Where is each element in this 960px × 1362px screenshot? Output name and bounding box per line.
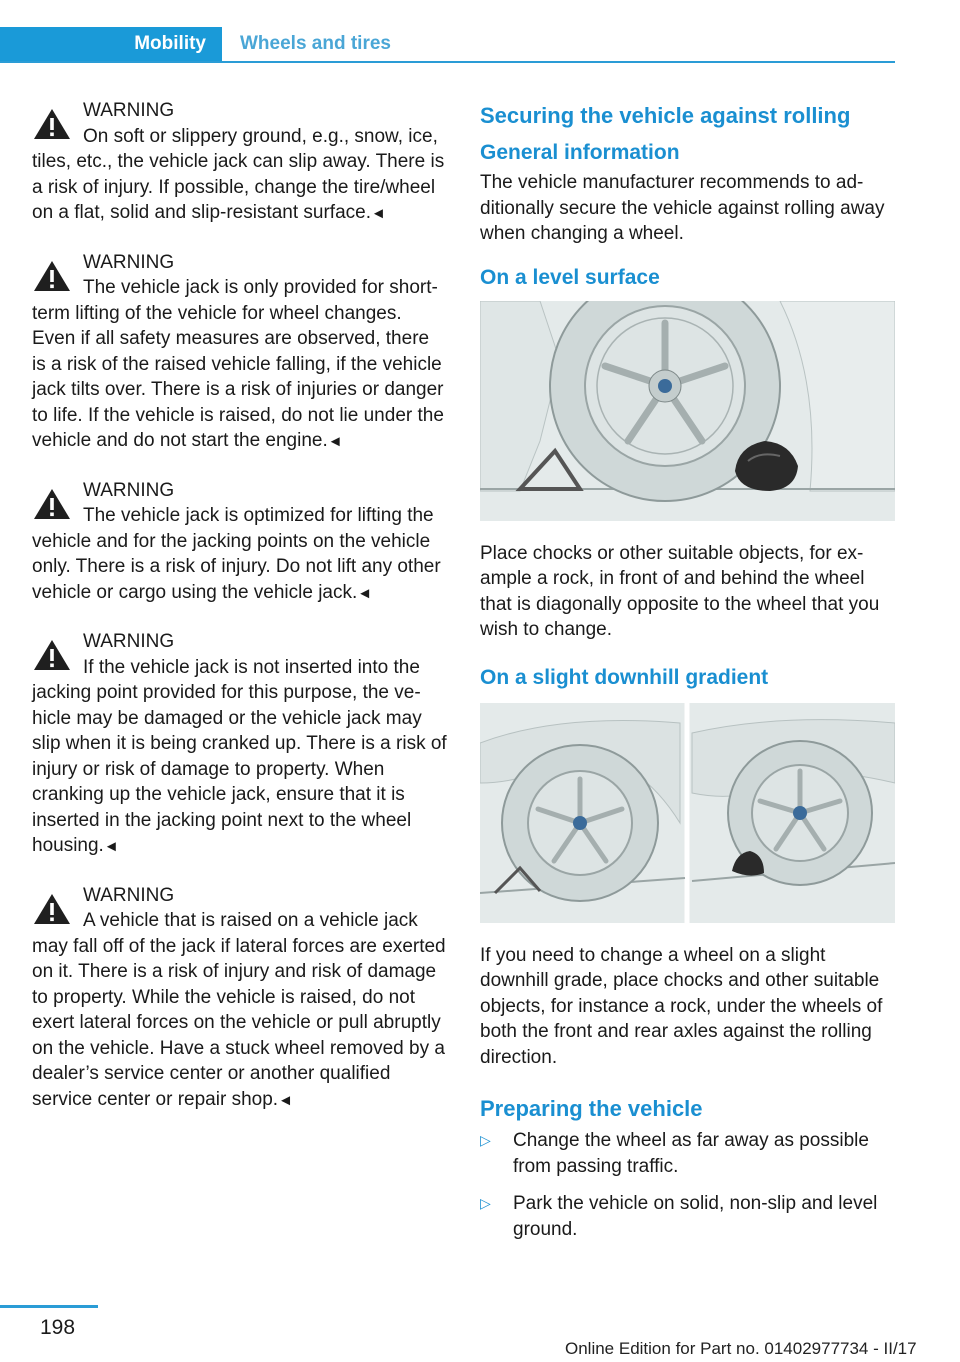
page-header [0, 27, 895, 63]
general-heading: General information [480, 141, 680, 164]
section-tab[interactable]: Mobility [0, 27, 222, 61]
warning-icon [32, 108, 72, 140]
warning-text: If the vehicle jack is not inserted into the jacking point provided for this purpose, the vehicle may be damaged or the vehicle jack may slip when it is being cranked up. There is a risk of injury or risk of damage to property. When cranking up the vehicle jack, ensure that it is inserted in the jacking point next to the wheel housing. [32, 656, 447, 856]
warning-icon [32, 260, 72, 292]
edition-note: Online Edition for Part no. 01402977734 - II/17 [565, 1339, 917, 1358]
warning-text: On soft or slippery ground, e.g., snow, ice, tiles, etc., the vehicle jack can slip away. There is a risk of injury. If possible, change the tire/wheel on a flat, solid and slip-resistant surface. [32, 125, 445, 223]
end-marker: ◄ [278, 1091, 293, 1109]
end-marker: ◄ [327, 433, 343, 450]
list-item-text: Change the wheel as far away as possible from passing traffic. [513, 1130, 869, 1177]
warning-title: WARNING [83, 884, 175, 906]
general-text: The vehicle manufacturer recommends to additionally secure the vehicle against rolling away when changing a wheel. [480, 172, 885, 244]
warning-block [32, 98, 448, 227]
downhill-illustration [480, 703, 895, 923]
preparing-list [480, 1128, 896, 1242]
level-heading: On a level surface [480, 265, 660, 289]
list-item [480, 1128, 896, 1179]
bullet-triangle-icon: ▷ [480, 1132, 491, 1148]
warning-text: The vehicle jack is only provided for short-term lifting of the vehicle for wheel changes. Even if all safety measures are observed, there is a risk of the raised vehicle falling, if the vehicle jack tilts over. There is a risk of injuries or danger to life. If the vehicle is raised, do not lie under the vehicle and do not start the engine. [32, 277, 444, 451]
right-column [480, 98, 896, 1254]
chapter-tab[interactable]: Wheels and tires [240, 33, 391, 54]
warning-title: WARNING [83, 100, 175, 121]
warning-text: A vehicle that is raised on a vehicle jack may fall off of the jack if lateral forces are exerted on it. There is a risk of injury and risk of damage to property. While the vehicle is raised, do not exert lateral forces on the vehicle or pull abruptly on the vehicle. Have a stuck wheel removed by a dealer’s service center or another qualified service center or repair shop. [32, 910, 446, 1110]
warning-title: WARNING [83, 631, 175, 652]
list-item-text: Park the vehicle on solid, non-slip and level ground. [513, 1193, 878, 1240]
level-text: Place chocks or other suitable objects, for example a rock, in front of and behind the wheel that is diagonally opposite to the wheel that you wish to change. [480, 542, 880, 640]
warning-block [32, 250, 448, 455]
warning-icon [32, 639, 72, 671]
downhill-chock-illustration [480, 703, 895, 923]
level-surface-illustration [480, 301, 895, 521]
left-column [32, 98, 448, 1136]
section-title: Securing the vehicle against rolling [480, 103, 851, 128]
wheel-chock-illustration [480, 301, 895, 521]
warning-icon [32, 488, 72, 520]
warning-title: WARNING [83, 251, 175, 273]
footer-rule [0, 1305, 98, 1308]
warning-icon [32, 893, 72, 925]
warning-title: WARNING [83, 479, 175, 501]
warning-block [32, 629, 448, 860]
list-item [480, 1191, 896, 1242]
preparing-heading: Preparing the vehicle [480, 1096, 703, 1121]
bullet-triangle-icon: ▷ [480, 1195, 491, 1211]
page-number: 198 [40, 1316, 76, 1339]
end-marker: ◄ [357, 584, 373, 602]
end-marker: ◄ [103, 838, 119, 855]
end-marker: ◄ [371, 205, 386, 222]
warning-block [32, 478, 448, 607]
warning-text: The vehicle jack is optimized for lifting the vehicle and for the jacking points on the vehicle only. There is a risk of injury. Do not lift any other vehicle or cargo using the vehicle jack. [32, 505, 441, 603]
downhill-heading: On a slight downhill gradient [480, 665, 769, 689]
warning-block [32, 883, 448, 1114]
downhill-text: If you need to change a wheel on a slight downhill grade, place chocks and other suitable objects, for instance a rock, under the wheels of both the front and rear axles against the rolling direction. [480, 944, 883, 1068]
